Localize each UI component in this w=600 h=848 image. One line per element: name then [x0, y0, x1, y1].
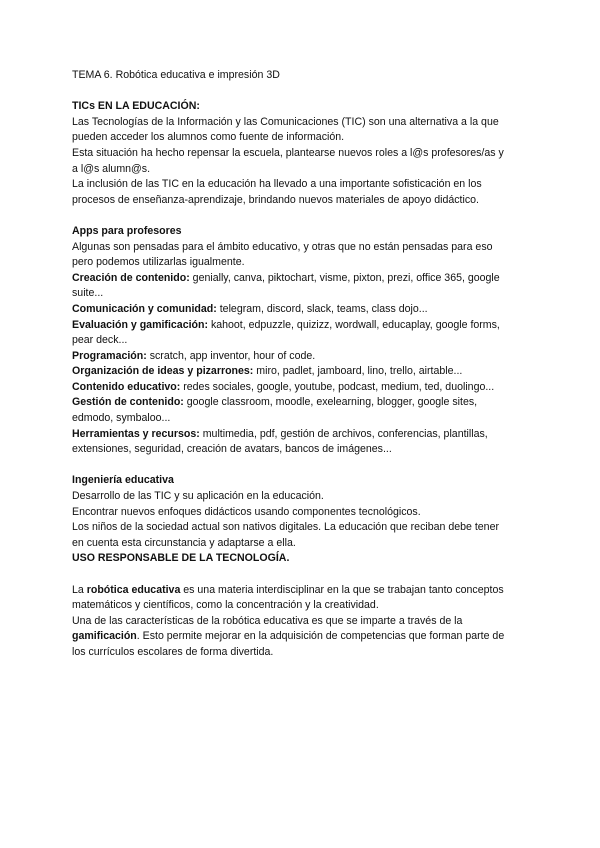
app-category-creacion [72, 271, 532, 287]
app-category-list: telegram, discord, slack, teams, class dojo... [216, 302, 428, 315]
app-category-continuation: suite... [72, 287, 104, 300]
app-category-label: Gestión de contenido: [72, 396, 184, 409]
app-category-contenido-educativo [72, 380, 532, 396]
paragraph-line: pueden acceder los alumnos como fuente de información. [72, 131, 345, 144]
app-category-list: google classroom, moodle, exelearning, blogger, google sites, [183, 396, 478, 409]
paragraph-line: Esta situación ha hecho repensar la escuela, plantearse nuevos roles a l@s profesores/as y [72, 146, 504, 159]
paragraph-line: La inclusión de las TIC en la educación ha llevado a una importante sofisticación en los [72, 178, 482, 191]
paragraph-line: pero podemos utilizarlas igualmente. [72, 256, 245, 269]
app-category-list: kahoot, edpuzzle, quizizz, wordwall, educaplay, google forms, [208, 318, 500, 331]
app-category-list: scratch, app inventor, hour of code. [146, 349, 316, 362]
section-heading-apps: Apps para profesores [72, 224, 182, 237]
bold-term-robotica: robótica educativa [86, 583, 181, 596]
app-category-label: Evaluación y gamificación: [72, 318, 208, 331]
paragraph-line: Desarrollo de las TIC y su aplicación en la educación. [72, 490, 324, 503]
paragraph-line: Encontrar nuevos enfoques didácticos usando componentes tecnológicos. [72, 505, 421, 518]
robotica-paragraph-line [72, 583, 532, 599]
app-category-label: Programación: [72, 349, 147, 362]
paragraph-line: a l@s alumn@s. [72, 162, 151, 175]
document-page [72, 68, 532, 661]
paragraph-line: Los niños de la sociedad actual son nativos digitales. La educación que reciban debe tener [72, 521, 499, 534]
app-category-label: Organización de ideas y pizarrones: [72, 365, 254, 378]
text-span: La [72, 583, 87, 596]
paragraph-line: Algunas son pensadas para el ámbito educativo, y otras que no están pensadas para eso [72, 240, 493, 253]
app-category-herramientas [72, 427, 532, 443]
emphasis-uso-responsable: USO RESPONSABLE DE LA TECNOLOGÍA. [72, 552, 290, 565]
bold-term-gamificacion: gamificación [72, 630, 137, 643]
app-category-comunicacion [72, 302, 532, 318]
app-category-list: redes sociales, google, youtube, podcast, medium, ted, duolingo... [180, 380, 495, 393]
app-category-list: miro, padlet, jamboard, lino, trello, airtable... [253, 365, 463, 378]
app-category-label: Comunicación y comunidad: [72, 302, 217, 315]
document-title: TEMA 6. Robótica educativa e impresión 3D [72, 69, 280, 81]
app-category-continuation: extensiones, seguridad, creación de avatars, bancos de imágenes... [72, 443, 392, 456]
app-category-programacion [72, 349, 532, 365]
app-category-organizacion [72, 364, 532, 380]
section-heading-tics: TICs EN LA EDUCACIÓN: [72, 100, 200, 113]
paragraph-line: matemáticos y científicos, como la concentración y la creatividad. [72, 599, 379, 612]
text-span: . Esto permite mejorar en la adquisición de competencias que forman parte de [136, 630, 505, 643]
app-category-continuation: pear deck... [72, 334, 128, 347]
paragraph-line: los currículos escolares de forma divertida. [72, 645, 274, 658]
section-heading-ingenieria: Ingeniería educativa [72, 474, 174, 487]
app-category-label: Herramientas y recursos: [72, 427, 200, 440]
app-category-continuation: edmodo, symbaloo... [72, 412, 171, 425]
app-category-label: Creación de contenido: [72, 271, 190, 284]
app-category-evaluacion [72, 318, 532, 334]
paragraph-line: Las Tecnologías de la Información y las Comunicaciones (TIC) son una alternativa a la que [72, 115, 499, 128]
app-category-label: Contenido educativo: [72, 380, 181, 393]
paragraph-line: procesos de enseñanza-aprendizaje, brindando nuevos materiales de apoyo didáctico. [72, 193, 479, 206]
app-category-list: genially, canva, piktochart, visme, pixton, prezi, office 365, google [189, 271, 500, 284]
app-category-list: multimedia, pdf, gestión de archivos, conferencias, plantillas, [199, 427, 488, 440]
gamificacion-paragraph-line [72, 629, 532, 645]
app-category-gestion [72, 395, 532, 411]
text-span: es una materia interdisciplinar en la que se trabajan tanto conceptos [180, 583, 504, 596]
paragraph-line: en cuenta esta circunstancia y adaptarse a ella. [72, 536, 296, 549]
paragraph-line: Una de las características de la robótica educativa es que se imparte a través de la [72, 614, 463, 627]
